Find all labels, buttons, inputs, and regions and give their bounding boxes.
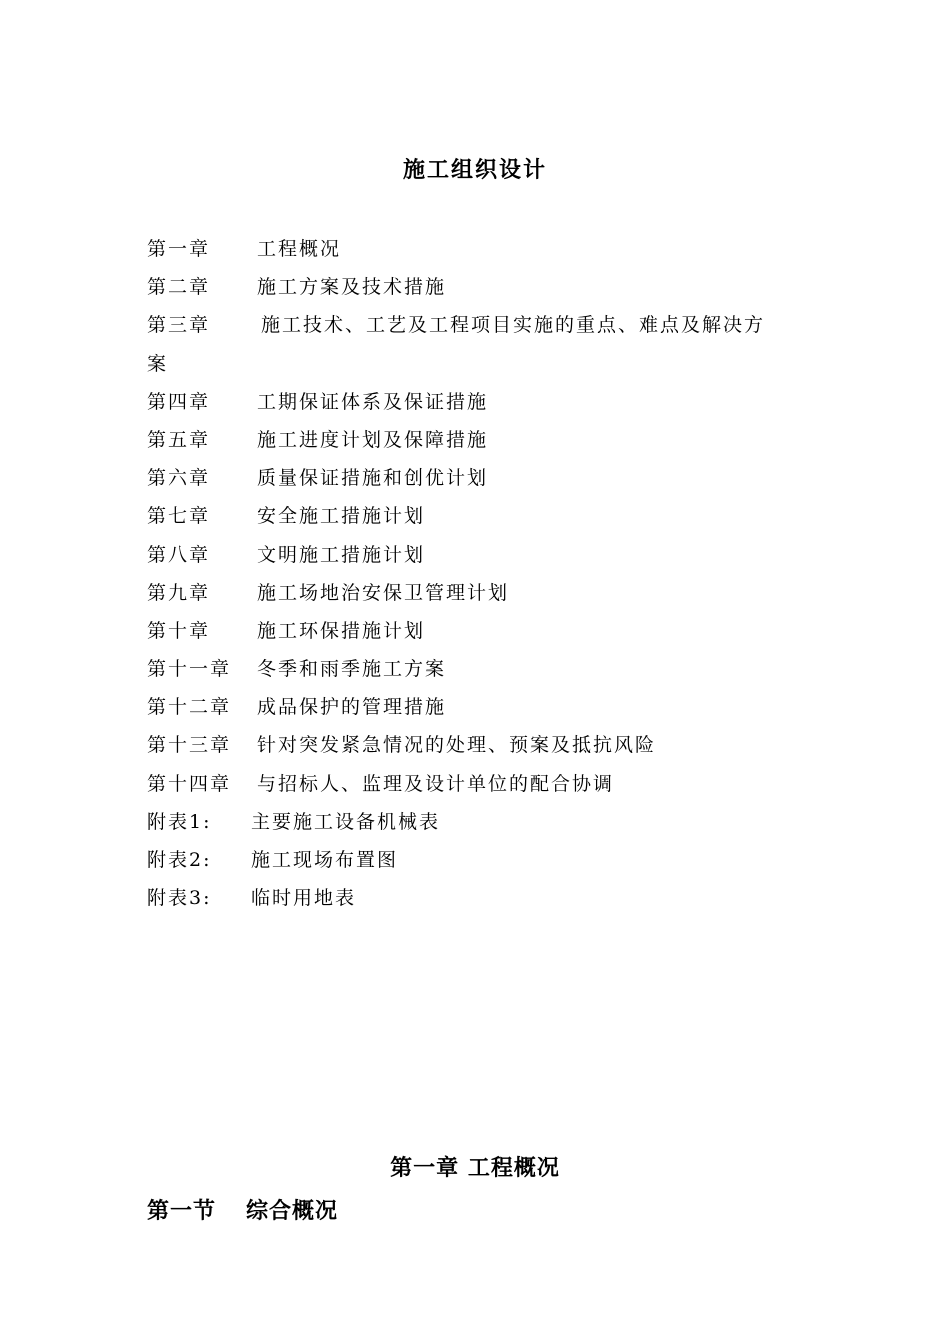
toc-chapter-number: 第六章 [147, 467, 211, 490]
toc-appendix-title: 施工现场布置图 [251, 849, 399, 871]
toc-chapter-title: 质量保证措施和创优计划 [257, 467, 489, 490]
toc-chapter-title: 施工技术、工艺及工程项目实施的重点、难点及解决方 [261, 314, 766, 337]
toc-chapter-title: 与招标人、监理及设计单位的配合协调 [257, 772, 615, 795]
toc-chapter-number: 第五章 [147, 428, 211, 451]
toc-title-continuation: 案 [147, 352, 169, 375]
toc-item [147, 574, 817, 612]
document-title: 施工组织设计 [402, 157, 547, 183]
toc-appendix-title: 主要施工设备机械表 [251, 810, 441, 833]
toc-chapter-number: 第十章 [147, 619, 211, 642]
toc-item [147, 879, 817, 917]
chapter-heading: 第一章 工程概况 [390, 1155, 560, 1181]
toc-chapter-number: 第一章 [147, 238, 211, 260]
toc-appendix-number: 附表1: [147, 810, 212, 833]
section-number: 第一节 [147, 1198, 217, 1224]
toc-chapter-title: 文明施工措施计划 [257, 543, 426, 566]
toc-chapter-number: 第十二章 [147, 696, 232, 719]
section-title: 综合概况 [246, 1198, 339, 1224]
toc-item [147, 726, 817, 764]
section-heading [147, 1194, 338, 1225]
toc-item [147, 841, 817, 879]
toc-chapter-number: 第二章 [147, 276, 211, 299]
toc-item [147, 765, 817, 803]
toc-item [147, 497, 817, 535]
toc-chapter-title: 施工场地治安保卫管理计划 [257, 581, 510, 604]
toc-item [147, 536, 817, 574]
toc-chapter-number: 第三章 [147, 314, 211, 337]
toc-item [147, 268, 817, 306]
toc-chapter-number: 第十四章 [147, 772, 232, 795]
toc-item [147, 383, 817, 421]
toc-chapter-number: 第十三章 [147, 734, 232, 757]
toc-item [147, 230, 817, 268]
toc-chapter-number: 第七章 [147, 505, 211, 528]
toc-chapter-title: 施工环保措施计划 [257, 619, 426, 642]
toc-appendix-number: 附表3: [147, 887, 212, 910]
toc-item [147, 459, 817, 497]
toc-chapter-number: 第十一章 [147, 658, 232, 681]
toc-item [147, 803, 817, 841]
toc-chapter-number: 第四章 [147, 390, 211, 413]
toc-chapter-number: 第九章 [147, 581, 211, 604]
toc-chapter-title: 针对突发紧急情况的处理、预案及抵抗风险 [257, 734, 657, 757]
toc-item [147, 612, 817, 650]
toc-item [147, 306, 817, 344]
toc-chapter-title: 工程概况 [257, 238, 342, 260]
toc-chapter-title: 安全施工措施计划 [257, 505, 426, 528]
toc-chapter-title: 冬季和雨季施工方案 [257, 658, 447, 681]
toc-appendix-number: 附表2: [147, 849, 212, 871]
toc-chapter-title: 工期保证体系及保证措施 [257, 390, 489, 413]
toc-item [147, 421, 817, 459]
toc-chapter-title: 施工方案及技术措施 [257, 276, 447, 299]
toc-item [147, 650, 817, 688]
table-of-contents [147, 230, 817, 917]
toc-item [147, 688, 817, 726]
toc-chapter-title: 施工进度计划及保障措施 [257, 428, 489, 451]
toc-chapter-number: 第八章 [147, 543, 211, 566]
toc-appendix-title: 临时用地表 [251, 887, 357, 910]
toc-chapter-title: 成品保护的管理措施 [257, 696, 447, 719]
